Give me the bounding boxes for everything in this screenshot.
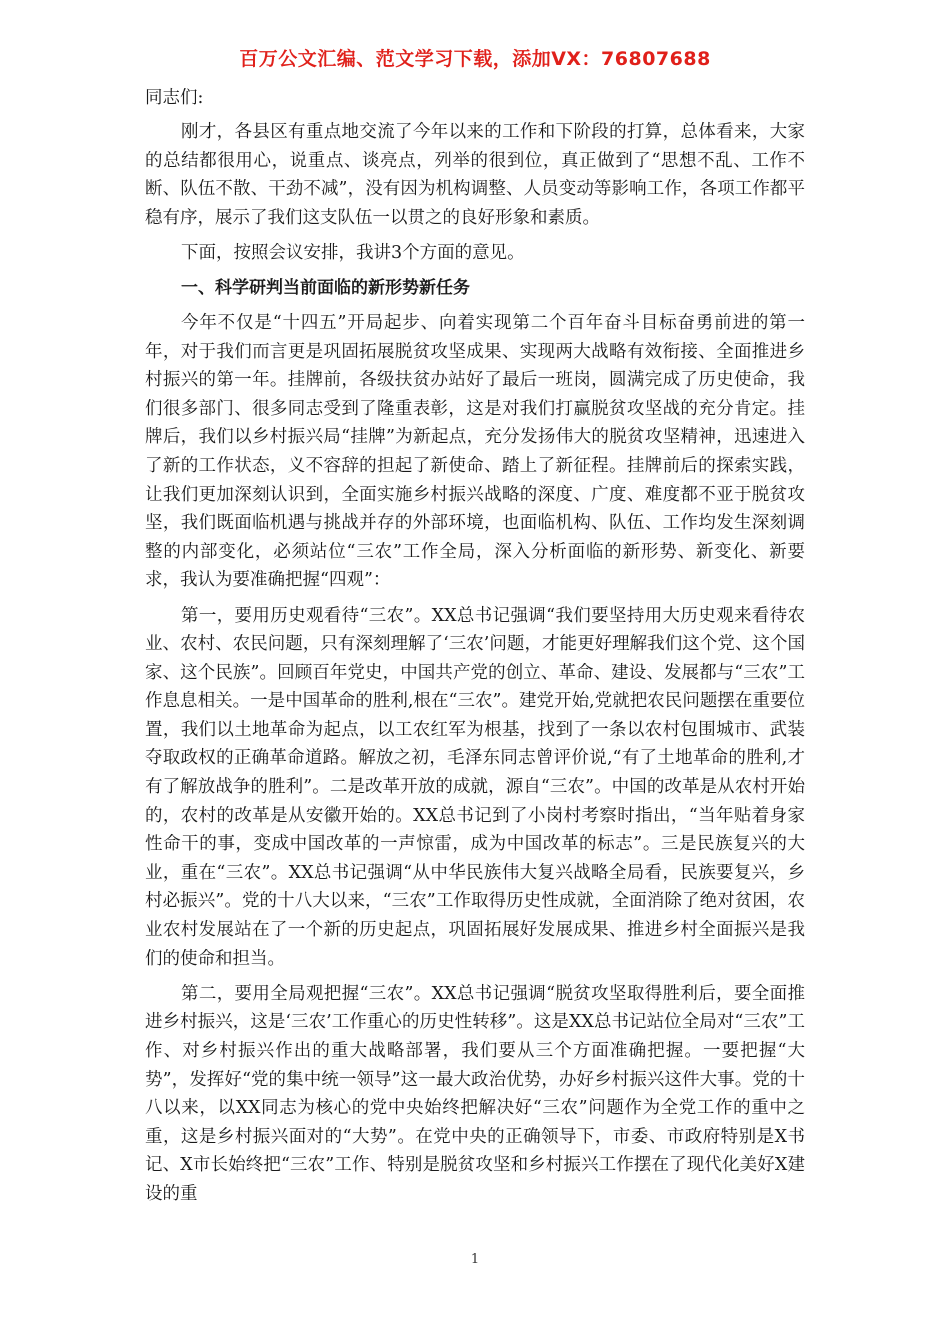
intro-paragraph: 刚才，各县区有重点地交流了今年以来的工作和下阶段的打算，总体看来，大家的总结都很用心，说重点、谈亮点，列举的很到位，真正做到了“思想不乱、工作不断、队伍不散、干劲不减”，没有因为机构调整、人员变动等影响工作，各项工作都平稳有序，展示了我们这支队伍一以贯之的良好形象和素质。 bbox=[145, 122, 805, 228]
document-body bbox=[145, 84, 805, 1215]
page-number: 1 bbox=[470, 1252, 480, 1267]
body-paragraph: 第一，要用历史观看待“三农”。XX总书记强调“我们要坚持用大历史观来看待农业、农村、农民问题，只有深刻理解了‘三农’问题，才能更好理解我们这个党、这个国家、这个民族”。回顾百年党史，中国共产党的创立、革命、建设、发展都与“三农”工作息息相关。一是中国革命的胜利,根在“三农”。建党开始,党就把农民问题摆在重要位置，我们以土地革命为起点，以工农红军为根基，找到了一条以农村包围城市、武装夺取政权的正确革命道路。解放之初，毛泽东同志曾评价说,“有了土地革命的胜利,才有了解放战争的胜利”。二是改革开放的成就，源自“三农”。中国的改革是从农村开始的，农村的改革是从安徽开始的。XX总书记到了小岗村考察时指出，“当年贴着身家性命干的事，变成中国改革的一声惊雷，成为中国改革的标志”。三是民族复兴的大业，重在“三农”。XX总书记强调“从中华民族伟大复兴战略全局看，民族要复兴，乡村必振兴”。党的十八大以来，“三农”工作取得历史性成就，全面消除了绝对贫困，农业农村发展站在了一个新的历史起点，巩固拓展好发展成果、推进乡村全面振兴是我们的使命和担当。 bbox=[145, 605, 805, 969]
body-paragraph: 今年不仅是“十四五”开局起步、向着实现第二个百年奋斗目标奋勇前进的第一年，对于我们而言更是巩固拓展脱贫攻坚成果、实现两大战略有效衔接、全面推进乡村振兴的第一年。挂牌前，各级扶贫办站好了最后一班岗，圆满完成了历史使命，我们很多部门、很多同志受到了隆重表彰，这是对我们打赢脱贫攻坚战的充分肯定。挂牌后，我们以乡村振兴局“挂牌”为新起点，充分发扬伟大的脱贫攻坚精神，迅速进入了新的工作状态，义不容辞的担起了新使命、踏上了新征程。挂牌前后的探索实践，让我们更加深刻认识到，全面实施乡村振兴战略的深度、广度、难度都不亚于脱贫攻坚，我们既面临机遇与挑战并存的外部环境，也面临机构、队伍、工作均发生深刻调整的内部变化，必须站位“三农”工作全局，深入分析面临的新形势、新变化、新要求，我认为要准确把握“四观”： bbox=[145, 313, 805, 591]
outline-paragraph: 下面，按照会议安排，我讲3个方面的意见。 bbox=[181, 242, 525, 263]
section-heading: 一、科学研判当前面临的新形势新任务 bbox=[181, 277, 470, 298]
download-banner: 百万公文汇编、范文学习下载，添加VX：76807688 bbox=[239, 48, 711, 70]
salutation: 同志们: bbox=[145, 88, 204, 108]
body-paragraph: 第二，要用全局观把握“三农”。XX总书记强调“脱贫攻坚取得胜利后，要全面推进乡村振兴，这是‘三农’工作重心的历史性转移”。这是XX总书记站位全局对“三农”工作、对乡村振兴作出的重大战略部署，我们要从三个方面准确把握。一要把握“大势”，发挥好“党的集中统一领导”这一最大政治优势，办好乡村振兴这件大事。党的十八以来，以XX同志为核心的党中央始终把解决好“三农”问题作为全党工作的重中之重，这是乡村振兴面对的“大势”。在党中央的正确领导下，市委、市政府特别是X书记、X市长始终把“三农”工作、特别是脱贫攻坚和乡村振兴工作摆在了现代化美好X建设的重 bbox=[145, 983, 805, 1204]
